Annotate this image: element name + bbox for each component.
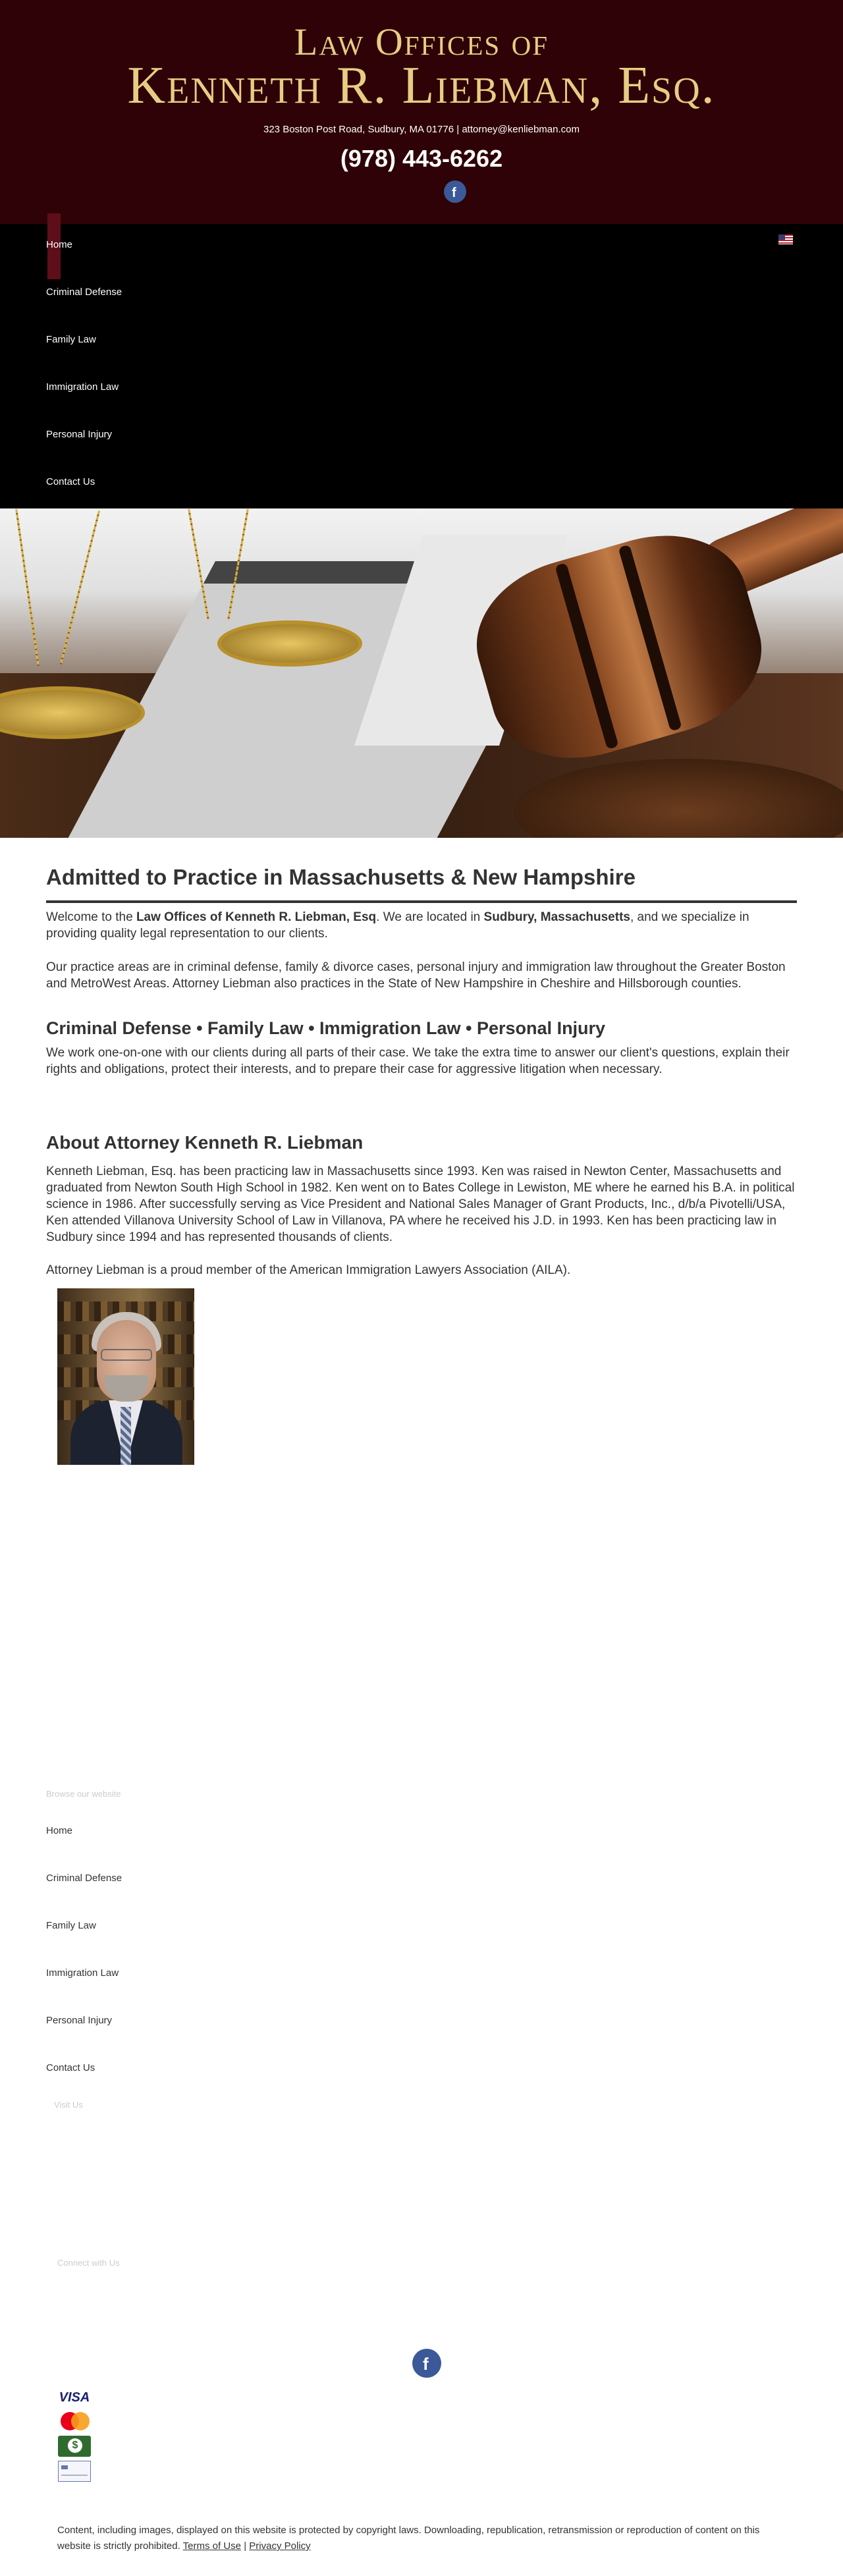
main-navigation xyxy=(0,224,843,508)
about-heading: About Attorney Kenneth R. Liebman xyxy=(46,1132,364,1153)
page-title: Admitted to Practice in Massachusetts & New Hampshire xyxy=(46,865,636,889)
copyright-text: Content, including images, displayed on this website is protected by copyright laws. Downloading, republication, retransmission or reproduction of content on this website is strictly prohibited. xyxy=(57,2525,760,2552)
welcome-paragraph xyxy=(46,909,797,942)
hero-image-scales-and-gavel xyxy=(0,508,843,838)
scale-pan-right xyxy=(217,620,362,667)
browse-label: Browse our website xyxy=(46,1789,121,1799)
cash-icon xyxy=(58,2436,91,2457)
about-paragraph: Kenneth Liebman, Esq. has been practicing law in Massachusetts since 1993. Ken was raised in Newton Center, Massachusetts and graduated from Newton South High School in 1982. Ken went on to Bates College in Lewiston, ME where he earned his B.A. in political science in 1986. After successfully serving as Vice President and National Sales Manager of Grant Products, Inc., d/b/a Pivotelli/USA, Ken attended Villanova University School of Law in Villanova, PA where he received his J.D. in 1993. Ken has been practicing law in Sudbury since 1994 and has represented thousands of clients. xyxy=(46,1165,795,1244)
title-divider xyxy=(46,900,797,903)
email-link[interactable]: attorney@kenliebman.com xyxy=(462,124,580,135)
nav-item-family-law[interactable]: Family Law xyxy=(46,334,96,345)
nav-item-immigration-law[interactable]: Immigration Law xyxy=(46,381,119,393)
welcome-text: Welcome to the xyxy=(46,910,136,924)
footer-link-home[interactable]: Home xyxy=(46,1825,73,1836)
footer-divider: | xyxy=(244,2540,247,2552)
footer-link-contact-us[interactable]: Contact Us xyxy=(46,2062,95,2073)
welcome-firm-name: Law Offices of Kenneth R. Liebman, Esq xyxy=(136,910,377,924)
welcome-text: , and we specialize in providing quality legal representation to our clients. xyxy=(46,910,749,941)
aila-paragraph: Attorney Liebman is a proud member of the American Immigration Lawyers Association (AILA). xyxy=(46,1263,571,1277)
practice-areas-heading: Criminal Defense • Family Law • Immigration Law • Personal Injury xyxy=(46,1018,606,1038)
nav-item-criminal-defense[interactable]: Criminal Defense xyxy=(46,287,122,298)
contact-separator: | xyxy=(456,124,460,135)
firm-name-line2: Kenneth R. Liebman, Esq. xyxy=(127,57,716,115)
check-icon xyxy=(58,2461,91,2482)
attorney-portrait xyxy=(57,1288,194,1465)
terms-of-use-link[interactable]: Terms of Use xyxy=(182,2540,242,2552)
phone-link[interactable]: (978) 443-6262 xyxy=(340,145,503,172)
welcome-text: . We are located in xyxy=(376,910,484,924)
footer-link-criminal-defense[interactable]: Criminal Defense xyxy=(46,1873,122,1884)
gavel-band xyxy=(555,562,618,750)
nav-item-personal-injury[interactable]: Personal Injury xyxy=(46,429,113,440)
svg-text:f: f xyxy=(452,186,456,200)
us-flag-icon[interactable] xyxy=(778,234,793,244)
practice-areas-paragraph: Our practice areas are in criminal defense, family & divorce cases, personal injury and immigration law throughout the Greater Boston and MetroWest Areas. Attorney Liebman also practices in the State of New Hampshire in Cheshire and Hillsborough counties. xyxy=(46,960,786,991)
address: 323 Boston Post Road, Sudbury, MA 01776 xyxy=(263,124,454,135)
visa-icon: VISA xyxy=(59,2390,90,2405)
connect-label: Connect with Us xyxy=(57,2258,120,2268)
svg-text:f: f xyxy=(423,2354,429,2374)
portrait-tie xyxy=(121,1407,131,1465)
gavel-band xyxy=(618,545,682,732)
welcome-location: Sudbury, Massachusetts xyxy=(483,910,630,924)
copyright-notice xyxy=(57,2523,795,2554)
facebook-icon[interactable] xyxy=(412,2349,441,2378)
footer-link-family-law[interactable]: Family Law xyxy=(46,1920,96,1931)
mastercard-icon xyxy=(58,2411,91,2432)
scale-chain xyxy=(15,509,39,666)
facebook-icon[interactable] xyxy=(444,180,466,203)
firm-name-line1: Law Offices of xyxy=(294,20,549,63)
nav-item-home[interactable]: Home xyxy=(46,239,73,250)
site-header xyxy=(0,0,843,224)
visit-label: Visit Us xyxy=(54,2100,83,2110)
footer-link-immigration-law[interactable]: Immigration Law xyxy=(46,1967,119,1979)
one-on-one-paragraph: We work one-on-one with our clients during all parts of their case. We take the extra time to answer our client's questions, explain their rights and obligations, protect their interests, and to prepare their case for aggressive litigation when necessary. xyxy=(46,1046,790,1076)
contact-line xyxy=(0,124,843,135)
nav-item-contact-us[interactable]: Contact Us xyxy=(46,476,95,487)
scale-chain xyxy=(60,510,100,665)
portrait-glasses xyxy=(101,1349,152,1361)
footer-link-personal-injury[interactable]: Personal Injury xyxy=(46,2015,113,2026)
privacy-policy-link[interactable]: Privacy Policy xyxy=(249,2540,311,2552)
